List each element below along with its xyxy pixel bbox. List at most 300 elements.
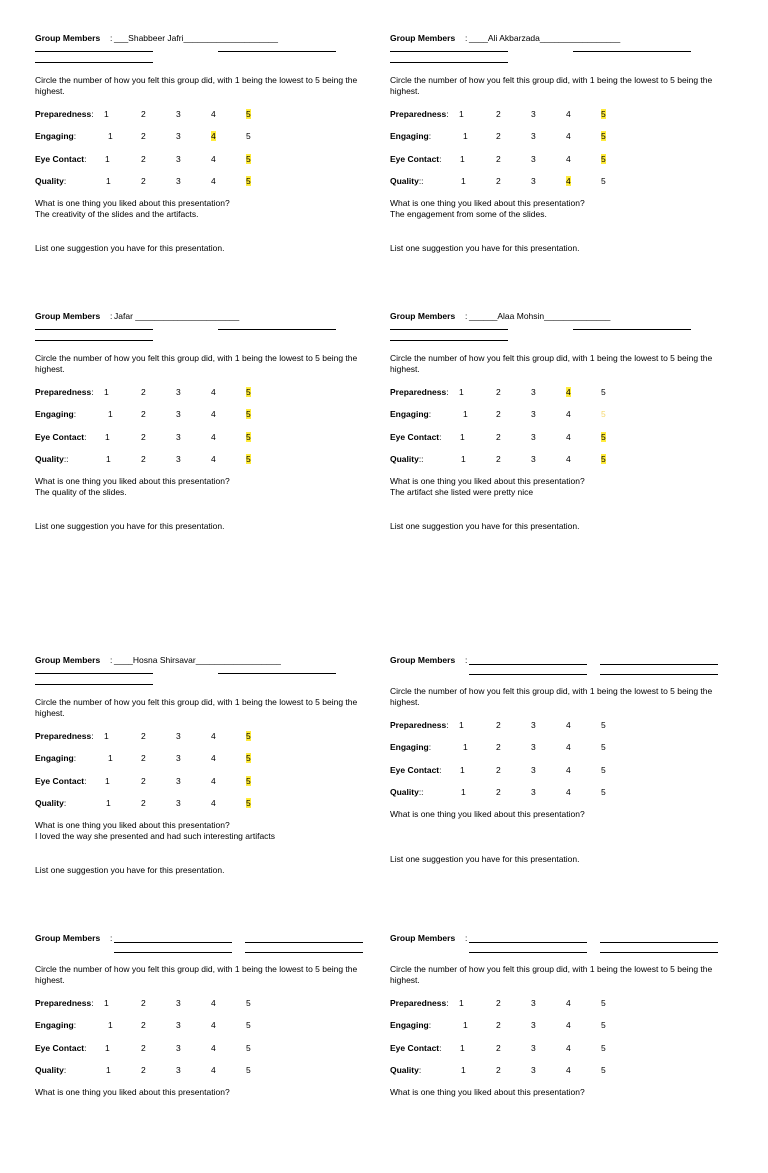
rating-label-text: Engaging	[35, 409, 74, 420]
liked-answer[interactable]: The artifact she listed were pretty nice	[390, 487, 534, 497]
rating-label-engaging	[35, 1020, 76, 1030]
rating-label-colon: :	[73, 409, 77, 420]
blank-line[interactable]	[600, 664, 718, 665]
rating-option-2[interactable]: 2	[141, 153, 146, 164]
rating-option-4[interactable]: 4	[211, 1020, 216, 1031]
rating-label-text: Preparedness	[35, 109, 92, 119]
rating-selected-5[interactable]: 5	[246, 731, 251, 741]
group-members-label: Group Members	[35, 655, 101, 665]
rating-selected-5[interactable]: 5	[601, 431, 606, 442]
rating-option-1[interactable]: 1	[459, 387, 464, 397]
rating-option-5[interactable]: 5	[601, 742, 606, 753]
rating-option-2[interactable]: 2	[141, 1020, 146, 1031]
rating-option-3[interactable]: 3	[531, 742, 536, 753]
rating-selected-5[interactable]: 5	[246, 797, 251, 808]
rating-label-colon: :	[73, 131, 77, 142]
rating-option-2[interactable]: 2	[141, 998, 146, 1008]
rating-selected-5[interactable]: 5	[246, 775, 251, 786]
evaluation-card	[390, 311, 725, 551]
rating-label-text: Engaging	[35, 1020, 74, 1031]
liked-question: What is one thing you liked about this presentation?	[390, 1087, 585, 1097]
liked-answer[interactable]: I loved the way she presented and had such interesting artifacts	[35, 831, 276, 841]
rating-option-2[interactable]: 2	[496, 431, 501, 442]
rating-option-1[interactable]: 1	[108, 409, 113, 420]
rating-option-5[interactable]: 5	[246, 131, 251, 142]
rating-option-5[interactable]: 5	[601, 720, 606, 730]
rating-option-4[interactable]: 4	[566, 720, 571, 730]
rating-label-text: Engaging	[390, 409, 429, 420]
rating-option-1[interactable]: 1	[106, 453, 111, 464]
rating-option-2[interactable]: 2	[496, 786, 501, 797]
rating-label-text: Preparedness	[35, 731, 92, 741]
rating-option-4[interactable]: 4	[566, 109, 571, 119]
rating-option-2[interactable]: 2	[141, 775, 146, 786]
rating-option-2[interactable]: 2	[496, 720, 501, 730]
rating-option-3[interactable]: 3	[176, 153, 181, 164]
rating-option-2[interactable]: 2	[496, 387, 501, 397]
rating-option-2[interactable]: 2	[141, 453, 146, 464]
rating-row-quality	[35, 798, 335, 810]
rating-option-3[interactable]: 3	[531, 1042, 536, 1053]
rating-option-4[interactable]: 4	[566, 786, 571, 797]
rating-label-colon: :	[91, 109, 94, 119]
rating-option-3[interactable]: 3	[176, 998, 181, 1008]
rating-option-5[interactable]: 5	[246, 1020, 251, 1031]
rating-label-text: Eye Contact	[35, 1042, 85, 1053]
group-members-colon: :	[465, 655, 468, 665]
group-members-field	[390, 933, 725, 963]
rating-label-eye-contact	[35, 776, 87, 786]
rating-option-4[interactable]: 4	[566, 998, 571, 1008]
rating-option-4[interactable]: 4	[211, 153, 216, 164]
suggestion-prompt: List one suggestion you have for this presentation.	[390, 521, 580, 531]
rating-option-3[interactable]: 3	[531, 175, 536, 186]
group-members-colon: :	[465, 933, 468, 943]
rating-label-text: Engaging	[390, 131, 429, 142]
rating-label-text: Preparedness	[35, 998, 92, 1008]
blank-line[interactable]	[390, 62, 508, 63]
rating-option-4[interactable]: 4	[211, 1064, 216, 1075]
rating-option-3[interactable]: 3	[176, 731, 181, 741]
evaluation-card	[390, 933, 725, 1173]
liked-question: What is one thing you liked about this presentation?	[390, 476, 585, 486]
rating-label-colon: :	[84, 775, 87, 786]
rating-option-2[interactable]: 2	[141, 175, 146, 186]
rating-selected-5[interactable]: 5	[601, 131, 606, 142]
rating-option-1[interactable]: 1	[459, 109, 464, 119]
rating-option-2[interactable]: 2	[141, 797, 146, 808]
rating-label-text: Eye Contact	[35, 153, 85, 164]
rating-option-2[interactable]: 2	[496, 1042, 501, 1053]
rating-option-2[interactable]: 2	[496, 764, 501, 775]
blank-line[interactable]	[600, 942, 718, 943]
rating-option-2[interactable]: 2	[496, 175, 501, 186]
blank-line[interactable]	[390, 329, 508, 330]
rating-selected-5[interactable]: 5	[601, 153, 606, 164]
rating-option-1[interactable]: 1	[460, 153, 465, 164]
rating-selected-5[interactable]: 5	[601, 409, 606, 420]
rating-selected-5[interactable]: 5	[246, 109, 251, 119]
rating-option-4[interactable]: 4	[211, 731, 216, 741]
rating-option-3[interactable]: 3	[176, 131, 181, 142]
rating-option-2[interactable]: 2	[496, 1020, 501, 1031]
blank-line[interactable]	[469, 664, 587, 665]
rating-option-2[interactable]: 2	[496, 109, 501, 119]
rating-option-5[interactable]: 5	[601, 1064, 606, 1075]
rating-label-text: Quality	[390, 1064, 419, 1075]
rating-option-1[interactable]: 1	[106, 175, 111, 186]
rating-row-engaging	[35, 1020, 335, 1032]
rating-label-colon: ::	[63, 453, 69, 464]
rating-label-text: Eye Contact	[390, 764, 440, 775]
blank-line[interactable]	[573, 329, 691, 330]
rating-row-engaging	[35, 131, 335, 143]
rating-option-4[interactable]: 4	[566, 742, 571, 753]
rating-label-engaging	[35, 753, 76, 763]
rating-selected-5[interactable]: 5	[246, 387, 251, 397]
blank-line[interactable]	[218, 329, 336, 330]
rating-label-colon: ::	[418, 453, 424, 464]
rating-label-preparedness	[390, 998, 449, 1008]
rating-option-4[interactable]: 4	[211, 175, 216, 186]
rating-option-3[interactable]: 3	[176, 775, 181, 786]
liked-question: What is one thing you liked about this presentation?	[390, 809, 585, 819]
rating-row-preparedness	[35, 387, 335, 399]
rating-selected-5[interactable]: 5	[601, 453, 606, 464]
rating-row-eye-contact	[390, 1043, 690, 1055]
rating-selected-5[interactable]: 5	[601, 109, 606, 119]
blank-line[interactable]	[573, 51, 691, 52]
suggestion-prompt: List one suggestion you have for this presentation.	[35, 521, 225, 531]
rating-label-text: Engaging	[390, 1020, 429, 1031]
rating-selected-5[interactable]: 5	[246, 753, 251, 764]
rating-row-quality	[390, 454, 690, 466]
rating-option-2[interactable]: 2	[141, 387, 146, 397]
liked-answer[interactable]: The quality of the slides.	[35, 487, 127, 497]
rating-option-4[interactable]: 4	[211, 409, 216, 420]
rating-label-colon: :	[446, 720, 449, 730]
rating-option-2[interactable]: 2	[141, 731, 146, 741]
rating-option-2[interactable]: 2	[496, 131, 501, 142]
evaluation-card	[35, 311, 370, 551]
rating-option-3[interactable]: 3	[176, 387, 181, 397]
blank-line[interactable]	[35, 684, 153, 685]
instruction-text: Circle the number of how you felt this group did, with 1 being the lowest to 5 being the highest.	[390, 353, 713, 374]
rating-label-text: Quality	[35, 797, 64, 808]
rating-option-2[interactable]: 2	[141, 1042, 146, 1053]
rating-option-1[interactable]: 1	[460, 1042, 465, 1053]
rating-option-5[interactable]: 5	[601, 175, 606, 186]
rating-label-quality	[390, 454, 424, 464]
group-member-name[interactable]: ____Ali Akbarzada_________________	[469, 33, 621, 43]
rating-option-1[interactable]: 1	[463, 131, 468, 142]
rating-option-1[interactable]: 1	[461, 1064, 466, 1075]
rating-option-2[interactable]: 2	[496, 409, 501, 420]
blank-line[interactable]	[390, 340, 508, 341]
suggestion-prompt: List one suggestion you have for this presentation.	[390, 854, 580, 864]
rating-option-2[interactable]: 2	[496, 998, 501, 1008]
rating-option-5[interactable]: 5	[246, 998, 251, 1008]
rating-option-5[interactable]: 5	[246, 1042, 251, 1053]
rating-option-3[interactable]: 3	[176, 1064, 181, 1075]
liked-question: What is one thing you liked about this presentation?	[35, 198, 230, 208]
rating-label-text: Preparedness	[390, 387, 447, 397]
rating-label-quality	[390, 1065, 421, 1075]
rating-label-engaging	[390, 409, 431, 419]
rating-option-5[interactable]: 5	[601, 786, 606, 797]
rating-selected-5[interactable]: 5	[246, 153, 251, 164]
rating-option-1[interactable]: 1	[106, 1064, 111, 1075]
rating-option-5[interactable]: 5	[246, 1064, 251, 1075]
rating-label-eye-contact	[390, 765, 442, 775]
blank-line[interactable]	[35, 673, 153, 674]
rating-option-3[interactable]: 3	[531, 720, 536, 730]
suggestion-prompt: List one suggestion you have for this presentation.	[35, 865, 225, 875]
rating-label-engaging	[390, 742, 431, 752]
rating-option-5[interactable]: 5	[601, 764, 606, 775]
rating-option-3[interactable]: 3	[531, 786, 536, 797]
rating-option-1[interactable]: 1	[106, 797, 111, 808]
rating-selected-4[interactable]: 4	[211, 131, 216, 142]
rating-option-1[interactable]: 1	[463, 409, 468, 420]
rating-selected-5[interactable]: 5	[246, 453, 251, 464]
rating-option-3[interactable]: 3	[176, 797, 181, 808]
rating-option-2[interactable]: 2	[141, 409, 146, 420]
rating-option-1[interactable]: 1	[105, 1042, 110, 1053]
rating-label-eye-contact	[390, 432, 442, 442]
blank-line[interactable]	[469, 674, 587, 675]
rating-label-quality	[390, 787, 424, 797]
blank-line[interactable]	[218, 673, 336, 674]
rating-option-4[interactable]: 4	[566, 453, 571, 464]
instruction-text: Circle the number of how you felt this group did, with 1 being the lowest to 5 being the highest.	[390, 964, 713, 985]
rating-option-1[interactable]: 1	[461, 453, 466, 464]
rating-option-1[interactable]: 1	[108, 753, 113, 764]
rating-label-colon: :	[73, 1020, 77, 1031]
blank-line[interactable]	[245, 952, 363, 953]
rating-option-5[interactable]: 5	[601, 998, 606, 1008]
rating-option-3[interactable]: 3	[176, 431, 181, 442]
rating-label-preparedness	[390, 387, 449, 397]
rating-label-colon: :	[63, 175, 67, 186]
instruction-text: Circle the number of how you felt this group did, with 1 being the lowest to 5 being the highest.	[35, 964, 358, 985]
rating-option-5[interactable]: 5	[601, 387, 606, 397]
rating-option-3[interactable]: 3	[531, 431, 536, 442]
rating-option-1[interactable]: 1	[459, 998, 464, 1008]
rating-option-4[interactable]: 4	[211, 753, 216, 764]
rating-option-3[interactable]: 3	[176, 109, 181, 119]
blank-line[interactable]	[35, 62, 153, 63]
group-members-label: Group Members	[390, 311, 456, 321]
rating-label-colon: :	[63, 1064, 67, 1075]
rating-selected-4[interactable]: 4	[566, 175, 571, 186]
rating-option-2[interactable]: 2	[496, 453, 501, 464]
blank-line[interactable]	[218, 51, 336, 52]
rating-label-text: Engaging	[390, 742, 429, 753]
rating-option-2[interactable]: 2	[496, 153, 501, 164]
group-members-label: Group Members	[35, 311, 101, 321]
rating-row-quality	[390, 1065, 690, 1077]
rating-option-3[interactable]: 3	[531, 1020, 536, 1031]
rating-option-2[interactable]: 2	[496, 1064, 501, 1075]
rating-option-3[interactable]: 3	[531, 409, 536, 420]
rating-option-1[interactable]: 1	[104, 998, 109, 1008]
rating-option-1[interactable]: 1	[461, 175, 466, 186]
rating-option-1[interactable]: 1	[459, 720, 464, 730]
rating-row-eye-contact	[390, 432, 690, 444]
rating-option-3[interactable]: 3	[531, 1064, 536, 1075]
instruction-text: Circle the number of how you felt this group did, with 1 being the lowest to 5 being the highest.	[390, 75, 713, 96]
rating-option-4[interactable]: 4	[211, 453, 216, 464]
rating-option-2[interactable]: 2	[141, 131, 146, 142]
rating-option-3[interactable]: 3	[531, 109, 536, 119]
group-members-field	[35, 311, 370, 341]
rating-option-4[interactable]: 4	[211, 387, 216, 397]
group-members-colon: :	[465, 311, 468, 321]
rating-option-2[interactable]: 2	[496, 742, 501, 753]
blank-line[interactable]	[35, 51, 153, 52]
rating-option-4[interactable]: 4	[211, 431, 216, 442]
group-members-label: Group Members	[35, 933, 101, 943]
blank-line[interactable]	[600, 952, 718, 953]
rating-label-quality	[35, 454, 69, 464]
rating-label-colon: :	[428, 1020, 432, 1031]
rating-option-4[interactable]: 4	[566, 1064, 571, 1075]
rating-label-text: Eye Contact	[390, 153, 440, 164]
rating-label-colon: ::	[418, 786, 424, 797]
instruction-text: Circle the number of how you felt this group did, with 1 being the lowest to 5 being the highest.	[390, 686, 713, 707]
blank-line[interactable]	[600, 674, 718, 675]
rating-option-4[interactable]: 4	[566, 1020, 571, 1031]
instruction-text: Circle the number of how you felt this group did, with 1 being the lowest to 5 being the highest.	[35, 353, 358, 374]
rating-option-3[interactable]: 3	[176, 175, 181, 186]
blank-line[interactable]	[469, 942, 587, 943]
rating-option-4[interactable]: 4	[566, 764, 571, 775]
rating-option-3[interactable]: 3	[531, 153, 536, 164]
blank-line[interactable]	[390, 51, 508, 52]
rating-option-4[interactable]: 4	[566, 153, 571, 164]
rating-selected-5[interactable]: 5	[246, 409, 251, 420]
group-members-field	[35, 33, 370, 63]
rating-selected-4[interactable]: 4	[566, 387, 571, 397]
rating-option-4[interactable]: 4	[211, 1042, 216, 1053]
rating-option-3[interactable]: 3	[176, 409, 181, 420]
group-members-colon: :	[110, 655, 113, 665]
rating-option-1[interactable]: 1	[104, 387, 109, 397]
group-member-name[interactable]: ______Alaa Mohsin______________	[469, 311, 611, 321]
rating-option-4[interactable]: 4	[566, 1042, 571, 1053]
group-member-name[interactable]: Jafar ______________________	[114, 311, 240, 321]
rating-option-1[interactable]: 1	[104, 109, 109, 119]
rating-option-1[interactable]: 1	[460, 764, 465, 775]
instruction-text: Circle the number of how you felt this group did, with 1 being the lowest to 5 being the highest.	[35, 75, 358, 96]
rating-option-3[interactable]: 3	[531, 131, 536, 142]
rating-option-3[interactable]: 3	[176, 453, 181, 464]
rating-label-colon: :	[439, 1042, 442, 1053]
rating-option-4[interactable]: 4	[211, 797, 216, 808]
rating-option-1[interactable]: 1	[460, 431, 465, 442]
rating-label-preparedness	[35, 387, 94, 397]
rating-label-eye-contact	[35, 154, 87, 164]
rating-row-quality	[390, 176, 690, 188]
rating-option-3[interactable]: 3	[531, 453, 536, 464]
rating-option-4[interactable]: 4	[211, 775, 216, 786]
rating-option-1[interactable]: 1	[463, 1020, 468, 1031]
rating-row-eye-contact	[35, 154, 335, 166]
rating-option-1[interactable]: 1	[461, 786, 466, 797]
blank-line[interactable]	[469, 952, 587, 953]
rating-option-4[interactable]: 4	[211, 998, 216, 1008]
group-members-colon: :	[110, 933, 113, 943]
blank-line[interactable]	[35, 340, 153, 341]
rating-option-1[interactable]: 1	[105, 431, 110, 442]
rating-option-1[interactable]: 1	[105, 153, 110, 164]
rating-option-2[interactable]: 2	[141, 1064, 146, 1075]
rating-option-3[interactable]: 3	[531, 998, 536, 1008]
blank-line[interactable]	[245, 942, 363, 943]
blank-line[interactable]	[114, 942, 232, 943]
rating-option-4[interactable]: 4	[566, 409, 571, 420]
rating-option-4[interactable]: 4	[566, 131, 571, 142]
rating-label-text: Preparedness	[390, 998, 447, 1008]
rating-row-preparedness	[390, 720, 690, 732]
rating-option-4[interactable]: 4	[566, 431, 571, 442]
rating-label-colon: :	[439, 431, 442, 442]
instruction-text: Circle the number of how you felt this group did, with 1 being the lowest to 5 being the highest.	[35, 697, 358, 718]
rating-label-text: Engaging	[35, 131, 74, 142]
rating-option-1[interactable]: 1	[105, 775, 110, 786]
rating-option-5[interactable]: 5	[601, 1020, 606, 1031]
rating-option-1[interactable]: 1	[104, 731, 109, 741]
rating-option-2[interactable]: 2	[141, 109, 146, 119]
rating-option-2[interactable]: 2	[141, 753, 146, 764]
rating-label-text: Quality	[390, 786, 419, 797]
rating-option-1[interactable]: 1	[463, 742, 468, 753]
rating-label-eye-contact	[390, 1043, 442, 1053]
group-members-label: Group Members	[390, 933, 456, 943]
rating-label-text: Preparedness	[35, 387, 92, 397]
liked-question: What is one thing you liked about this presentation?	[390, 198, 585, 208]
rating-label-colon: :	[439, 153, 442, 164]
rating-option-2[interactable]: 2	[141, 431, 146, 442]
group-member-name[interactable]: ___Shabbeer Jafri____________________	[114, 33, 279, 43]
rating-label-text: Quality	[35, 1064, 64, 1075]
blank-line[interactable]	[114, 952, 232, 953]
rating-option-3[interactable]: 3	[176, 1042, 181, 1053]
rating-option-4[interactable]: 4	[211, 109, 216, 119]
rating-label-preparedness	[35, 998, 94, 1008]
rating-option-3[interactable]: 3	[176, 1020, 181, 1031]
rating-option-3[interactable]: 3	[176, 753, 181, 764]
rating-option-3[interactable]: 3	[531, 387, 536, 397]
rating-row-engaging	[390, 409, 690, 421]
rating-option-3[interactable]: 3	[531, 764, 536, 775]
rating-option-5[interactable]: 5	[601, 1042, 606, 1053]
group-members-field	[390, 311, 725, 341]
blank-line[interactable]	[35, 329, 153, 330]
rating-label-quality	[35, 176, 66, 186]
liked-question: What is one thing you liked about this presentation?	[35, 1087, 230, 1097]
rating-option-1[interactable]: 1	[108, 1020, 113, 1031]
liked-answer[interactable]: The creativity of the slides and the artifacts.	[35, 209, 199, 219]
liked-answer[interactable]: The engagement from some of the slides.	[390, 209, 547, 219]
rating-selected-5[interactable]: 5	[246, 175, 251, 186]
group-member-name[interactable]: ____Hosna Shirsavar__________________	[114, 655, 281, 665]
rating-option-1[interactable]: 1	[108, 131, 113, 142]
rating-row-engaging	[35, 409, 335, 421]
rating-label-eye-contact	[35, 432, 87, 442]
rating-selected-5[interactable]: 5	[246, 431, 251, 442]
